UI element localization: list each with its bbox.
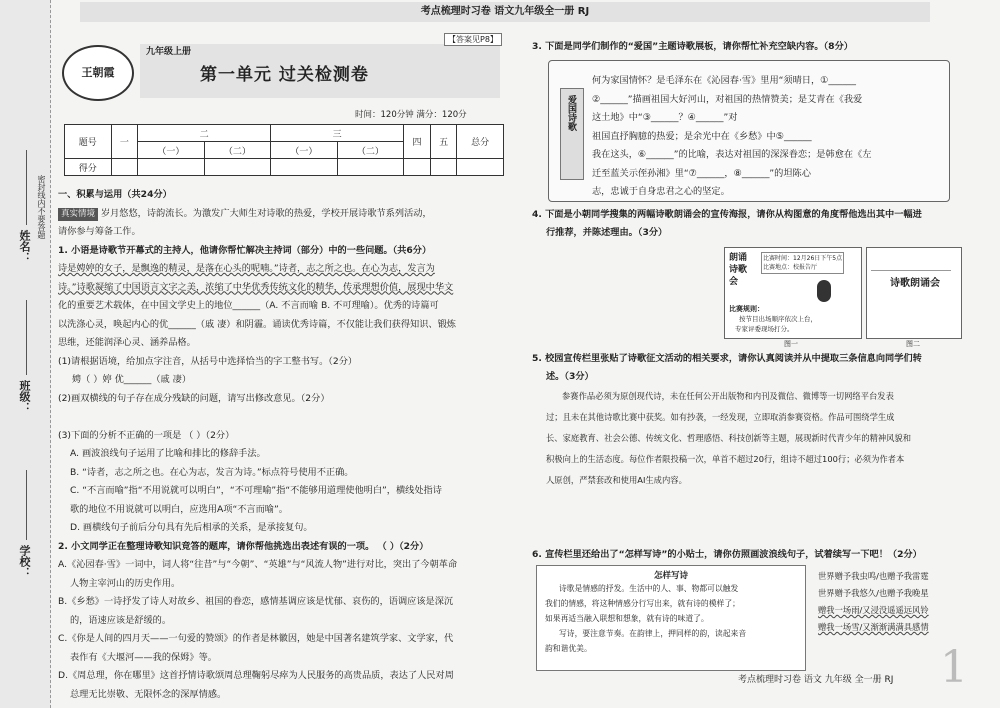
option: D. 画横线句子前后分句具有先后相承的关系，是承接复句。	[70, 522, 313, 533]
score-input[interactable]	[337, 159, 404, 176]
poem-line: 赠我一场雪/又渐渐满满具感情	[818, 622, 929, 632]
option: 表作有《大堰河——我的保姆》等。	[70, 651, 217, 663]
option: C. “不言而喻”指“不用说就可以明白”，“不可理喻”指“不能够用道理使他明白”，横线处指诗	[70, 485, 442, 496]
question-2: 2. 小文同学正在整理诗歌知识竞答的题库，请你帮他挑选出表述有误的一项。 （ ）（2分）	[58, 540, 429, 552]
tip-line: 诗歌是情感的抒发。生活中的人、事、物都可以触发	[559, 584, 739, 593]
question-5: 5. 校园宣传栏里张贴了诗歌征文活动的相关要求，请你认真阅读并从中提取三条信息向同学们转	[532, 353, 922, 364]
score-header-cell: 五	[430, 125, 457, 159]
school-line	[26, 470, 27, 540]
poster1-rule2: 按节目出场顺序依次上台，	[739, 315, 817, 323]
score-header-cell: 题号	[65, 125, 112, 159]
class-label: 班级：	[18, 380, 31, 413]
passage-line: 诗。”诗歌凝缩了中国语言文字之美，浓缩了中华优秀传统文化的精华，传承理想价值，展现中华文	[58, 281, 454, 293]
rules-line: 参赛作品必须为原创现代诗，未在任何公开出版物和内刊及微信、微博等一切网络平台发表	[562, 391, 894, 401]
poem-line: 世界赠予我悠久/也赠予我晚星	[818, 588, 929, 598]
option: 歌的地位不用说就可以明白，应选用A项“不言而喻”。	[70, 503, 288, 515]
poster1-caption: 图一	[784, 340, 798, 348]
poster1-time: 比赛时间：12月26日下午5点	[763, 255, 843, 262]
rules-line: 过；且未在其他诗歌比赛中获奖。如有抄袭，一经发现，立即取消参赛资格。作品可围绕学生成	[546, 412, 895, 422]
score-sub-cell: （二）	[204, 142, 271, 159]
passage-line: 诗是娉婷的女子，是飘逸的精灵，是落在心头的呢喃。”诗者，志之所之也。在心为志，发言为	[58, 263, 435, 274]
answer-space[interactable]	[58, 408, 503, 427]
poster2-title: 诗歌朗诵会	[890, 278, 940, 289]
name-line	[26, 150, 27, 225]
passage-line: 思维，还能润泽心灵、涵养品格。	[58, 337, 196, 348]
score-header-cell: 三	[271, 125, 404, 142]
scroll-line: 何为家国情怀？是毛泽东在《沁园春·雪》里用“须晴日，①______	[592, 75, 856, 86]
score-input[interactable]	[111, 159, 138, 176]
scroll-line: 这土地》中“③______？④______”对	[592, 112, 738, 123]
school-label: 学校：	[18, 545, 31, 578]
option: 总理无比崇敬、无限怀念的深厚情感。	[70, 688, 227, 700]
passage-line: 化的重要艺术载体，在中国文学史上的地位______（A. 不言而喻 B. 不可理喻）。优秀的诗篇可	[58, 300, 439, 311]
subquestion: (1)请根据语境，给加点字注音，从括号中选择恰当的字工整书写。（2分）	[58, 355, 358, 367]
scroll-label-box	[560, 88, 584, 180]
microphone-icon	[817, 280, 831, 302]
option: B.《乡愁》一诗抒发了诗人对故乡、祖国的眷恋，感情基调应该是忧郁、哀伤的，语调应该是深沉	[58, 596, 454, 607]
poster1-place: 比赛地点：校报告厅	[763, 264, 818, 271]
answer-key-label: 【答案见P8】	[444, 33, 502, 46]
poster1-info	[761, 252, 844, 274]
score-input[interactable]	[404, 159, 431, 176]
score-input[interactable]	[271, 159, 338, 176]
score-sub-cell: （二）	[337, 142, 404, 159]
poster-1[interactable]	[724, 247, 862, 339]
tip-title: 怎样写诗	[653, 571, 688, 581]
name-label: 姓名：	[18, 230, 31, 263]
option: B. “诗者，志之所之也。在心为志，发言为诗。”标点符号使用不正确。	[70, 466, 354, 478]
option: 的，语速应该是舒缓的。	[70, 614, 172, 626]
option: 人物主宰河山的历史作用。	[70, 577, 181, 589]
time-info: 时间：120分钟 满分：120分	[355, 110, 467, 120]
brand-logo: 王朝霞	[62, 45, 134, 101]
poster-2[interactable]	[866, 247, 962, 339]
rules-line: 长、家庭教育、社会公德、传统文化、哲理感悟、科技创新等主题，展现新时代青少年的精神风貌和	[546, 433, 912, 443]
top-header: 考点梳理时习卷 语文九年级全一册 RJ	[80, 2, 930, 22]
poem-line: 世界赠予我虫鸣/也赠予我雷霆	[818, 571, 929, 581]
poster2-caption: 图二	[906, 340, 920, 348]
tip-line: 如果再适当融入联想和想象，就有诗的味道了。	[545, 614, 709, 623]
score-header-cell: 四	[404, 125, 431, 159]
poem-lines	[818, 568, 948, 636]
passage-line: 以洗涤心灵，唤起内心的优______（戚 凄）和阴霾。诵读优秀诗篇，不仅能让我们获得知识、锻炼	[58, 318, 456, 330]
question-6: 6. 宣传栏里还给出了“怎样写诗”的小贴士，请你仿照画波浪线句子，试着续写一下吧！（2分）	[532, 549, 922, 560]
tip-box	[536, 565, 806, 671]
scroll-label: 爱国诗歌	[566, 95, 576, 131]
poster1-rule3: 专家评委现场打分。	[735, 325, 794, 333]
score-input[interactable]	[430, 159, 457, 176]
score-sub-cell: （一）	[271, 142, 338, 159]
scroll-line: 迁至蓝关示侄孙湘》里“⑦______，⑧______”的坦陈心	[592, 167, 811, 179]
intro-text: 请你参与筹备工作。	[58, 226, 141, 237]
scroll-line: 志，忠诚于自身忠君之心的坚定。	[592, 186, 730, 197]
page-number: 1	[940, 642, 968, 693]
question-5b: 述。（3分）	[546, 371, 594, 382]
option: A. 画波浪线句子运用了比喻和排比的修辞手法。	[70, 448, 266, 459]
landscape-drawing	[871, 252, 951, 271]
grade-label: 九年级上册	[146, 47, 192, 57]
rules-line: 积极向上的生活态度。每位作者限投稿一次，单首不超过20行，组诗不超过100行；必须为作者本	[546, 454, 905, 464]
rules-text	[546, 386, 911, 491]
seal-text: 密封线内不要答题	[37, 175, 46, 239]
question-1: 1. 小语是诗歌节开幕式的主持人，他请你帮忙解决主持词（部分）中的一些问题。（共6分）	[58, 244, 432, 256]
rules-line: 人原创，严禁套改和使用AI生成内容。	[546, 475, 687, 485]
option: D.《周总理，你在哪里》这首抒情诗歌颂周总理鞠躬尽瘁为人民服务的高贵品质，表达了人民对周	[58, 670, 454, 681]
tip-text	[537, 581, 805, 656]
poem-line: 赠我一场雨/又浸没遥遥远风铃	[818, 605, 929, 615]
question-4b: 行推荐，并陈述理由。（3分）	[546, 227, 668, 238]
score-header-cell: 总分	[457, 125, 504, 159]
score-row-label: 得分	[65, 159, 112, 176]
option: C.《你是人间的四月天——一句爱的赞颂》的作者是林徽因，她是中国著名建筑学家、文学家，代	[58, 633, 454, 644]
scroll-text	[592, 72, 871, 202]
question-3: 3. 下面是同学们制作的“爱国”主题诗歌展板，请你帮忙补充空缺内容。（8分）	[532, 41, 853, 52]
tip-line: 韵和谐优美。	[545, 644, 592, 653]
scroll-line: 祖国直抒胸臆的热爱；是余光中在《乡愁》中⑤______	[592, 130, 812, 142]
binding-strip	[0, 0, 51, 708]
score-header-cell: 一	[111, 125, 138, 159]
score-input[interactable]	[204, 159, 271, 176]
context-tag: 真实情境	[58, 208, 98, 221]
score-input[interactable]	[457, 159, 504, 176]
footer-text: 考点梳理时习卷 语文 九年级 全一册 RJ	[738, 675, 894, 685]
section-heading: 一、积累与运用（共24分）	[58, 189, 172, 200]
tip-line: 写诗，要注意节奏。在韵律上，押同样的韵，读起来音	[559, 629, 747, 638]
page-title: 第一单元 过关检测卷	[200, 65, 369, 85]
score-input[interactable]	[138, 159, 205, 176]
class-line	[26, 300, 27, 375]
question-4: 4. 下面是小朝同学搜集的两幅诗歌朗诵会的宣传海报，请你从构图意的角度帮他选出其中一幅进	[532, 209, 922, 220]
subquestion: (2)画双横线的句子存在成分残缺的问题，请写出修改意见。（2分）	[58, 392, 330, 404]
left-column	[58, 186, 503, 704]
intro-line	[58, 205, 503, 224]
poster1-title: 朗诵诗歌会	[729, 253, 748, 287]
answer-blank[interactable]: 娉（ ）婷 优______（戚 凄）	[72, 374, 192, 385]
tip-line: 我们的情感，将这种情感分行写出来，就有诗的模样了；	[545, 599, 740, 608]
score-header-cell: 二	[138, 125, 271, 142]
score-table	[64, 124, 504, 176]
score-sub-cell: （一）	[138, 142, 205, 159]
option: A.《沁园春·雪》一词中，词人将“往昔”与“今朝”、“英雄”与“风流人物”进行对比，突出了今朝革命	[58, 559, 458, 570]
subquestion: (3)下面的分析不正确的一项是 （ ）（2分）	[58, 429, 235, 441]
intro-text: 岁月悠悠，诗韵流长。为激发广大师生对诗歌的热爱，学校开展诗歌节系列活动，	[100, 207, 432, 219]
poster1-rule: 比赛规则：	[729, 305, 764, 313]
scroll-line: ②______”描画祖国大好河山，对祖国的热情赞美；是艾青在《我爱	[592, 93, 863, 105]
scroll-line: 我在这头，⑥______”的比喻，表达对祖国的深深眷恋；是韩愈在《左	[592, 149, 872, 160]
